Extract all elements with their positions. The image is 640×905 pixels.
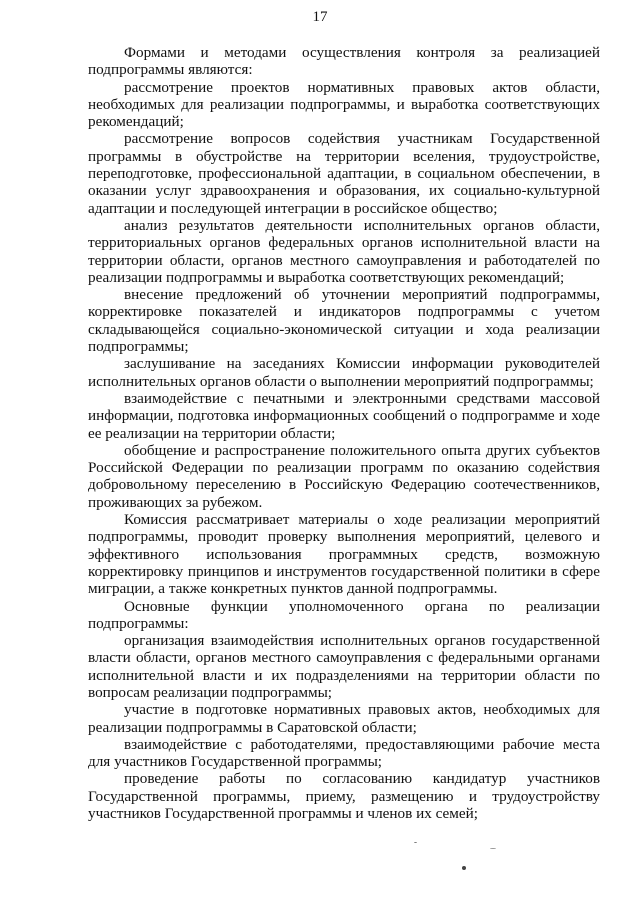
paragraph-12: участие в подготовке нормативных правовых актов, необходимых для реализации подпрограммы в Саратовской области;: [88, 701, 600, 736]
document-text: [88, 44, 600, 822]
paragraph-8: обобщение и распространение положительного опыта других субъектов Российской Федерации по реализации программ по оказанию содействия добровольному переселению в Российскую Федерацию соотечественников, проживающих за рубежом.: [88, 441, 600, 511]
paragraph-13: взаимодействие с работодателями, предоставляющими рабочие места для участников Государственной программы;: [88, 735, 600, 771]
paragraph-3: рассмотрение вопросов содействия участникам Государственной программы в обустройстве на территории вселения, трудоустройстве, переподготовке, профессиональной адаптации, в социальном обеспечении, в оказании услуг здравоохранения и образования, их социально-культурной адаптации и последующей интеграции в российское общество;: [88, 130, 600, 217]
scan-speck: [414, 842, 417, 843]
paragraph-10: Основные функции уполномоченного органа по реализации подпрограммы:: [88, 597, 600, 632]
paragraph-5: внесение предложений об уточнении мероприятий подпрограммы, корректировке показателей и индикаторов подпрограммы с учетом складывающейся социально-экономической ситуации и хода реализации подпрограммы;: [88, 286, 600, 356]
paragraph-9: Комиссия рассматривает материалы о ходе реализации мероприятий подпрограммы, проводит проверку выполнения мероприятий, целевого и эффективного использования программных средств, возможную корректировку принципов и инструментов государственной политики в сфере миграции, а также конкретных пунктов данной подпрограммы.: [88, 511, 600, 598]
paragraph-4: анализ результатов деятельности исполнительных органов области, территориальных органов федеральных органов исполнительной власти на территории области, органов местного самоуправления и работодателей по реализации подпрограммы и выработка соответствующих рекомендаций;: [88, 216, 600, 286]
paragraph-6: заслушивание на заседаниях Комиссии информации руководителей исполнительных органов области о выполнении мероприятий подпрограммы;: [88, 355, 600, 390]
scan-speck: [490, 848, 496, 849]
paragraph-7: взаимодействие с печатными и электронными средствами массовой информации, подготовка информационных сообщений о подпрограмме и ходе ее реализации на территории области;: [88, 389, 600, 442]
paragraph-14: проведение работы по согласованию кандидатур участников Государственной программы, приему, размещению и трудоустройству участников Государственной программы и членов их семей;: [88, 770, 600, 823]
paragraph-11: организация взаимодействия исполнительных органов государственной власти области, органов местного самоуправления с федеральными органами исполнительной власти и их подразделениями на территории области по вопросам реализации подпрограммы;: [88, 632, 600, 701]
paragraph-1: Формами и методами осуществления контроля за реализацией подпрограммы являются:: [88, 44, 600, 79]
page-number: 17: [312, 9, 328, 25]
scan-speck: [462, 866, 466, 870]
paragraph-2: рассмотрение проектов нормативных правовых актов области, необходимых для реализации подпрограммы, и выработка соответствующих рекомендаций;: [88, 78, 600, 131]
